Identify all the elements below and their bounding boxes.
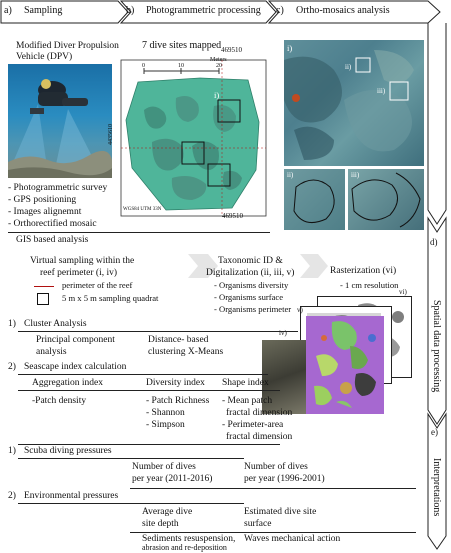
sampling-bullet-2: - GPS positioning xyxy=(8,195,77,205)
raster-label-vi: vi) xyxy=(399,288,407,296)
map-side-coord: 4435610 xyxy=(108,124,114,145)
scuba-col1-line2: per year (2011-2016) xyxy=(132,474,213,484)
scuba-number: 1) xyxy=(8,446,16,456)
scale-tick-20: 20 xyxy=(216,63,222,69)
virtual-sampling-line1: Virtual sampling within the xyxy=(30,256,135,266)
scuba-col2-line2: per year (1996-2001) xyxy=(244,474,325,484)
ortho-label-i: i) xyxy=(287,43,293,53)
sampling-bullet-4: - Orthorectified mosaic xyxy=(8,219,97,229)
agg-patch-density: -Patch density xyxy=(32,396,87,406)
taxo-bullet-1: - Organisms diversity xyxy=(214,280,289,290)
scuba-col2-line1: Number of dives xyxy=(244,462,308,472)
env-number: 2) xyxy=(8,491,16,501)
div-richness: - Patch Richness xyxy=(146,396,210,406)
ortho-inset-iii xyxy=(348,169,424,230)
site-map xyxy=(114,50,270,225)
pca-line2: analysis xyxy=(36,347,67,357)
header-shape: Shape index xyxy=(222,378,269,388)
step-e-label: Interpretations xyxy=(431,458,442,517)
virtual-sampling-line2: reef perimeter (i, iv) xyxy=(40,268,118,278)
map-title: 7 dive sites mapped xyxy=(142,40,222,51)
ortho-sub-iii: iii) xyxy=(351,171,360,179)
ortho-mosaic-main xyxy=(284,40,424,166)
taxonomic-line2: Digitalization (ii, iii, v) xyxy=(206,268,295,278)
scuba-rule-bottom xyxy=(130,488,416,489)
taxonomic-line1: Taxonomic ID & xyxy=(218,256,283,266)
env-bottom1-line1: Sediments resuspension, xyxy=(142,534,236,544)
scuba-title: Scuba diving pressures xyxy=(24,446,112,456)
pca-line1: Principal component xyxy=(36,335,115,345)
step-c-letter: c) xyxy=(276,5,284,16)
distance-line2: clustering X-Means xyxy=(148,347,224,357)
cluster-rule xyxy=(18,331,298,332)
map-datum: WGS84 UTM 33N xyxy=(123,207,162,212)
ortho-label-iii: iii) xyxy=(377,87,386,95)
gis-rule xyxy=(8,232,270,233)
shape-pa-1: - Perimeter-area xyxy=(222,420,284,430)
taxo-bullet-2: - Organisms surface xyxy=(214,292,284,302)
quadrat-legend-box xyxy=(37,293,49,305)
step-a-label: Sampling xyxy=(24,5,63,16)
quadrat-legend-label: 5 m x 5 m sampling quadrat xyxy=(62,293,159,303)
header-aggregation: Aggregation index xyxy=(32,378,103,388)
map-meters-label: Meters xyxy=(210,57,227,63)
step-c-label: Ortho-mosaics analysis xyxy=(296,5,390,16)
seascape-number: 2) xyxy=(8,362,16,372)
div-shannon: - Shannon xyxy=(146,408,185,418)
gis-label: GIS based analysis xyxy=(16,235,89,245)
raster-image-iv xyxy=(306,316,384,414)
header-diversity: Diversity index xyxy=(146,378,205,388)
perimeter-legend-label: perimeter of the reef xyxy=(62,280,133,290)
distance-line1: Distance- based xyxy=(148,335,209,345)
scuba-rule xyxy=(18,458,244,459)
env-col1-line2: site depth xyxy=(142,519,179,529)
dpv-title-line1: Modified Diver Propulsion xyxy=(16,41,119,51)
env-col2-line1: Estimated dive site xyxy=(244,507,317,517)
raster-bullet: - 1 cm resolution xyxy=(340,280,399,290)
env-col2-line2: surface xyxy=(244,519,272,529)
scale-tick-10: 10 xyxy=(178,63,184,69)
step-d-label: Spatial data processing xyxy=(431,300,442,393)
map-inset-label: i) xyxy=(214,90,220,100)
env-rule-mid xyxy=(130,532,416,533)
perimeter-legend-line xyxy=(34,286,54,287)
diver-photo xyxy=(8,64,112,178)
seascape-rule-header xyxy=(18,390,280,391)
taxo-bullet-3: - Organisms perimeter xyxy=(214,304,292,314)
shape-pa-2: fractal dimension xyxy=(226,432,293,442)
sampling-bullet-3: - Images alignemnt xyxy=(8,207,82,217)
raster-title: Rasterization (vi) xyxy=(330,266,397,276)
step-d-letter: d) xyxy=(430,237,438,247)
raster-label-iv: iv) xyxy=(279,329,287,337)
seascape-rule-bottom xyxy=(18,444,280,445)
seascape-rule-top xyxy=(18,374,268,375)
scuba-col1-line1: Number of dives xyxy=(132,462,196,472)
step-a-letter: a) xyxy=(4,5,12,16)
div-simpson: - Simpson xyxy=(146,420,185,430)
raster-label-v: v) xyxy=(297,306,303,314)
ortho-sub-ii: ii) xyxy=(287,171,294,179)
sampling-bullet-1: - Photogrammetric survey xyxy=(8,183,108,193)
dpv-title-line2: Vehicle (DPV) xyxy=(16,52,73,62)
env-title: Environmental pressures xyxy=(24,491,119,501)
map-top-coord: 469510 xyxy=(221,46,242,54)
shape-mean-1: - Mean patch xyxy=(222,396,273,406)
cluster-number: 1) xyxy=(8,319,16,329)
seascape-title: Seascape index calculation xyxy=(24,362,127,372)
env-rule xyxy=(18,503,244,504)
step-b-letter: b) xyxy=(126,5,135,16)
shape-mean-2: fractal dimension xyxy=(226,408,293,418)
ortho-label-ii: ii) xyxy=(345,63,352,71)
map-bottom-coord: 469510 xyxy=(222,212,243,220)
env-col1-line1: Average dive xyxy=(142,507,193,517)
cluster-title: Cluster Analysis xyxy=(24,319,87,329)
step-e-letter: e) xyxy=(431,427,438,437)
env-bottom1-line2: abrasion and re-deposition xyxy=(142,543,227,552)
env-bottom2: Waves mechanical action xyxy=(244,534,341,544)
scale-tick-0: 0 xyxy=(142,63,145,69)
step-b-label: Photogrammetric processing xyxy=(146,5,261,16)
